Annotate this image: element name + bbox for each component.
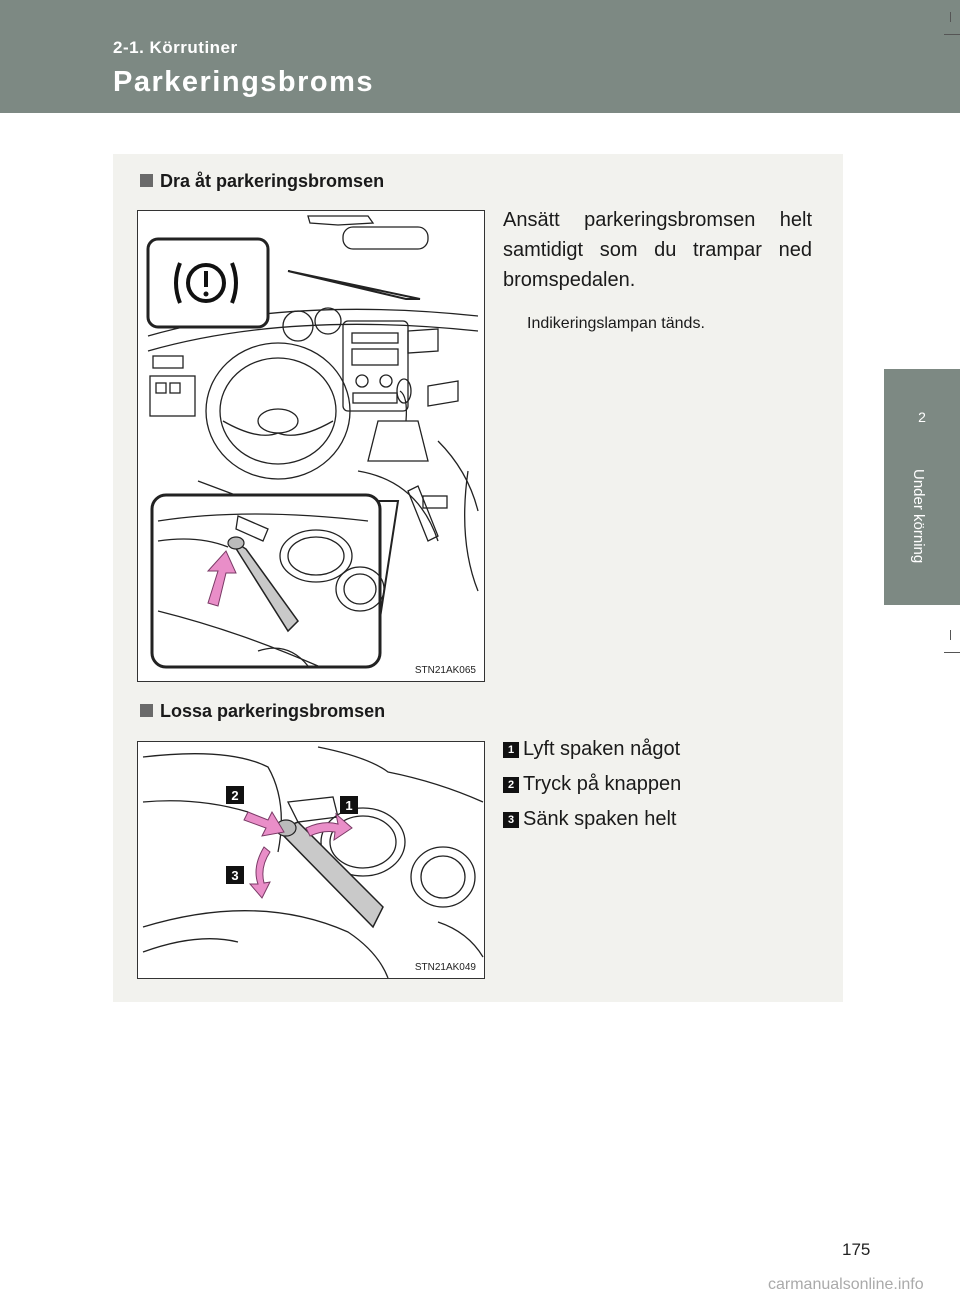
release-heading-text: Lossa parkeringsbromsen <box>160 701 386 721</box>
crop-mark <box>944 652 960 653</box>
step-text: Sänk spaken helt <box>523 808 677 830</box>
page-number: 175 <box>842 1240 871 1259</box>
figure-release-parking-brake <box>137 741 485 979</box>
step-text: Tryck på knappen <box>523 773 682 795</box>
dashboard-illustration <box>138 211 484 681</box>
step-badge: 1 <box>503 742 519 758</box>
release-step-2 <box>503 773 681 796</box>
release-heading <box>140 701 385 722</box>
apply-note: Indikeringslampan tänds. <box>527 315 705 332</box>
release-step-3 <box>503 808 676 831</box>
page-title: Parkeringsbroms <box>113 66 375 98</box>
step-text: Lyft spaken något <box>523 738 681 760</box>
square-bullet-icon <box>140 174 153 187</box>
apply-heading-text: Dra åt parkeringsbromsen <box>160 171 385 191</box>
console-illustration <box>138 742 484 978</box>
figure-apply-parking-brake <box>137 210 485 682</box>
chapter-number: 2 <box>918 409 926 425</box>
figure-code: STN21AK065 <box>414 665 476 676</box>
apply-instruction: Ansätt parkeringsbromsen helt samtidigt som du trampar ned bromspedalen. <box>503 209 812 291</box>
svg-text:1: 1 <box>345 798 353 813</box>
apply-heading <box>140 171 384 192</box>
page-header <box>0 0 960 113</box>
step-badge: 2 <box>503 777 519 793</box>
crop-mark <box>950 12 951 22</box>
svg-text:3: 3 <box>231 868 239 883</box>
chapter-tab <box>884 369 960 605</box>
square-bullet-icon <box>140 704 153 717</box>
footer-watermark[interactable]: carmanualsonline.info <box>768 1276 924 1293</box>
release-step-1 <box>503 738 680 761</box>
crop-mark <box>944 34 960 35</box>
step-badge: 3 <box>503 812 519 828</box>
section-label: 2-1. Körrutiner <box>113 38 238 57</box>
chapter-label: Under körning <box>910 469 927 564</box>
crop-mark <box>950 630 951 640</box>
figure-code: STN21AK049 <box>414 962 476 973</box>
svg-text:2: 2 <box>231 788 239 803</box>
